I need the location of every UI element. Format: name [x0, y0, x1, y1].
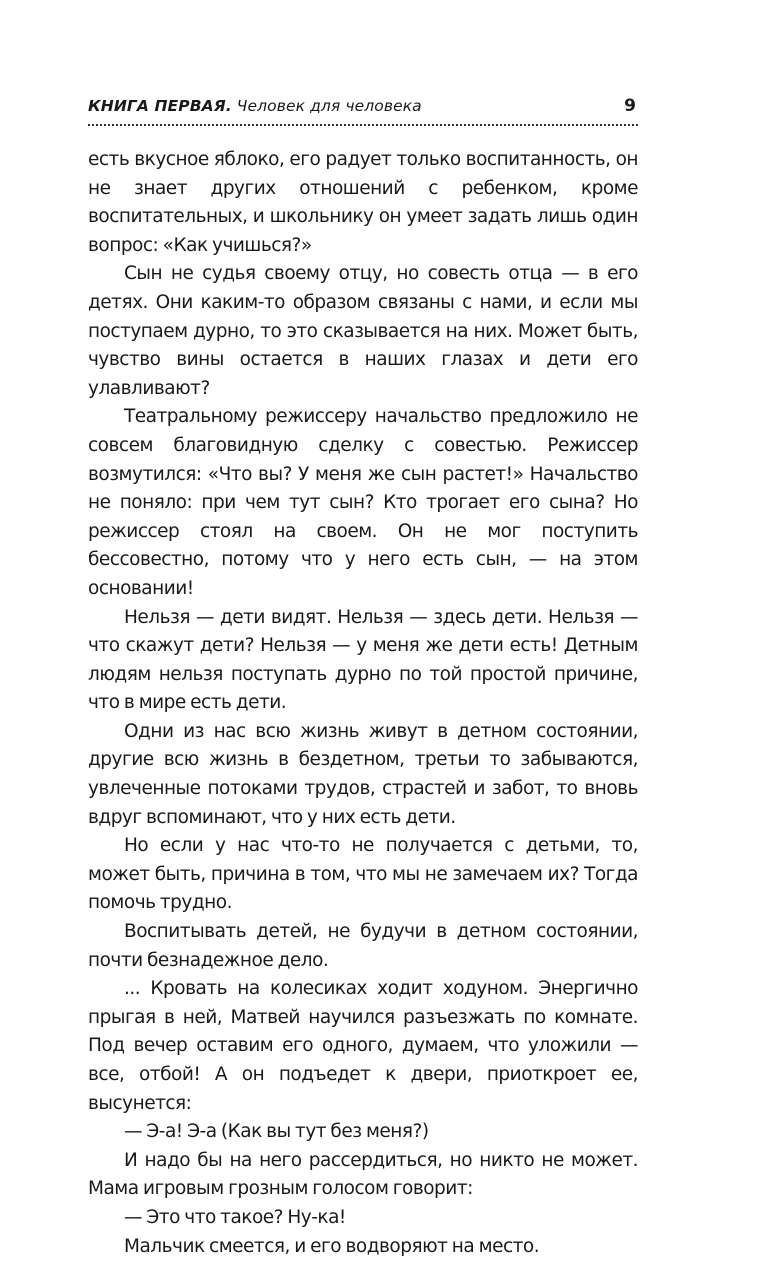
paragraph: Воспитывать детей, не будучи в детном состоянии, почти безнадежное дело. [88, 921, 638, 971]
paragraph: Одни из нас всю жизнь живут в детном состоянии, другие всю жизнь в бездетном, третьи то забываются, увлеченные потоками трудов, страстей и забот, то вновь вдруг вспоминают, что у них есть дети. [88, 720, 638, 828]
paragraph: Сын не судья своему отцу, но совесть отца — в его детях. Они каким-то образом связаны с нами, и если мы поступаем дурно, то это сказывается на них. Может быть, чувство вины остается в наших глазах и дети его улавливают? [88, 263, 638, 399]
body-text [88, 146, 638, 1261]
dialogue-line: — Это что такое? Ну-ка! [124, 1206, 346, 1228]
running-header [88, 96, 638, 122]
book-page [88, 96, 638, 1261]
paragraph: Нельзя — дети видят. Нельзя — здесь дети. Нельзя — что скажут дети? Нельзя — у меня же дети есть! Детным людям нельзя поступать дурно по той простой причине, что в мире есть дети. [88, 606, 638, 714]
page-number: 9 [624, 96, 636, 116]
paragraph: есть вкусное яблоко, его радует только воспитанность, он не знает других отношений с ребенком, кроме воспитательных, и школьнику он умеет задать лишь один вопрос: «Как учишься?» [88, 149, 638, 256]
paragraph: ... Кровать на колесиках ходит ходуном. Энергично прыгая в ней, Матвей научился разъезжать по комнате. Под вечер оставим его одного, думаем, что уложили — все, отбой! А он подъедет к двери, приоткроет ее, высунется: [88, 978, 638, 1114]
paragraph: Театральному режиссеру начальство предложило не совсем благовидную сделку с совестью. Режиссер возмутился: «Что вы? У меня же сын растет!» Начальство не поняло: при чем тут сын? Кто трогает его сына? Но режиссер стоял на своем. Он не мог поступить бессовестно, потому что у него есть сын, — на этом основании! [88, 406, 638, 599]
paragraph: И надо бы на него рассердиться, но никто не может. Мама игровым грозным голосом говорит: [88, 1149, 638, 1200]
paragraph: Мальчик смеется, и его водворяют на место. [124, 1235, 540, 1257]
dialogue-line: — Э-а! Э-а (Как вы тут без меня?) [124, 1121, 429, 1143]
running-title [88, 97, 422, 115]
chapter-title: Человек для человека [236, 97, 422, 115]
book-title: КНИГА ПЕРВАЯ. [88, 97, 232, 115]
paragraph: Но если у нас что-то не получается с детьми, то, может быть, причина в том, что мы не замечаем их? Тогда помочь трудно. [88, 835, 638, 914]
header-dotted-rule [88, 124, 638, 126]
